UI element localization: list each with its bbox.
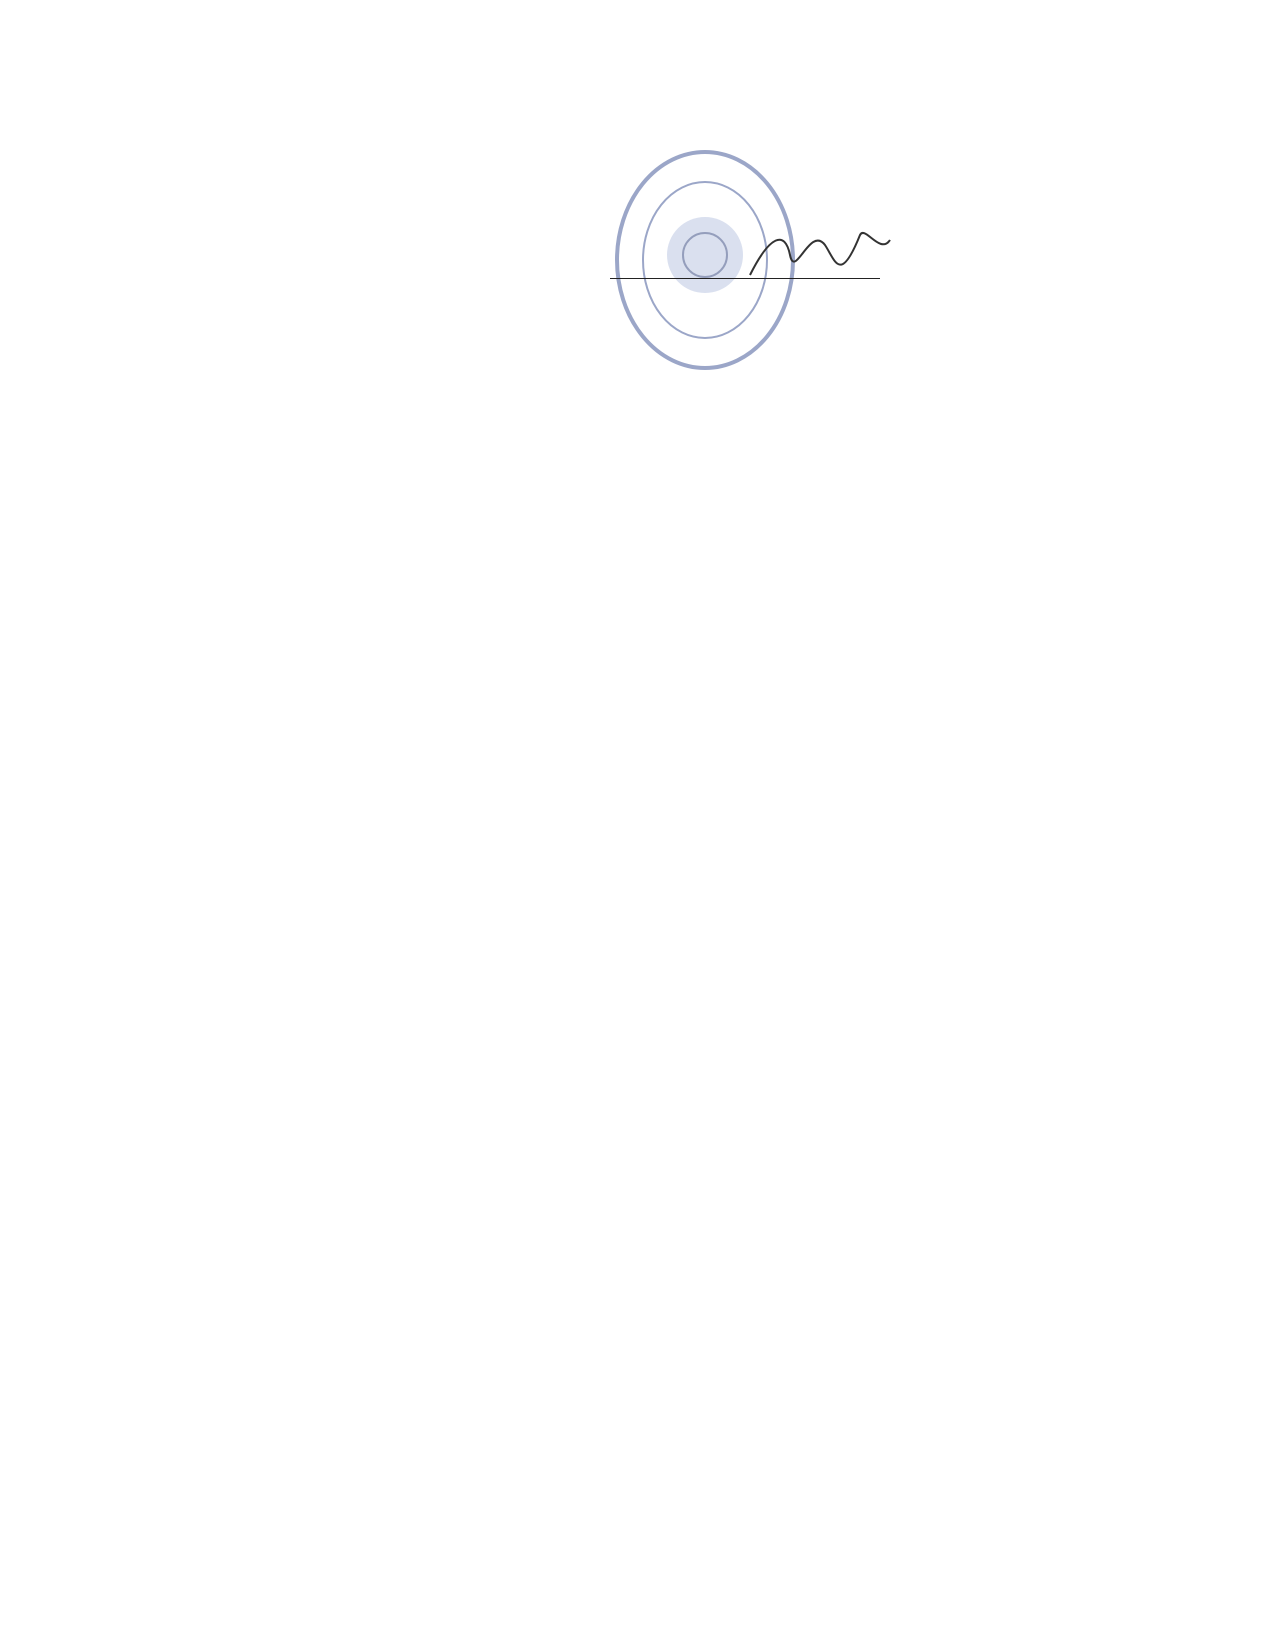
signature-mark (740, 215, 900, 295)
